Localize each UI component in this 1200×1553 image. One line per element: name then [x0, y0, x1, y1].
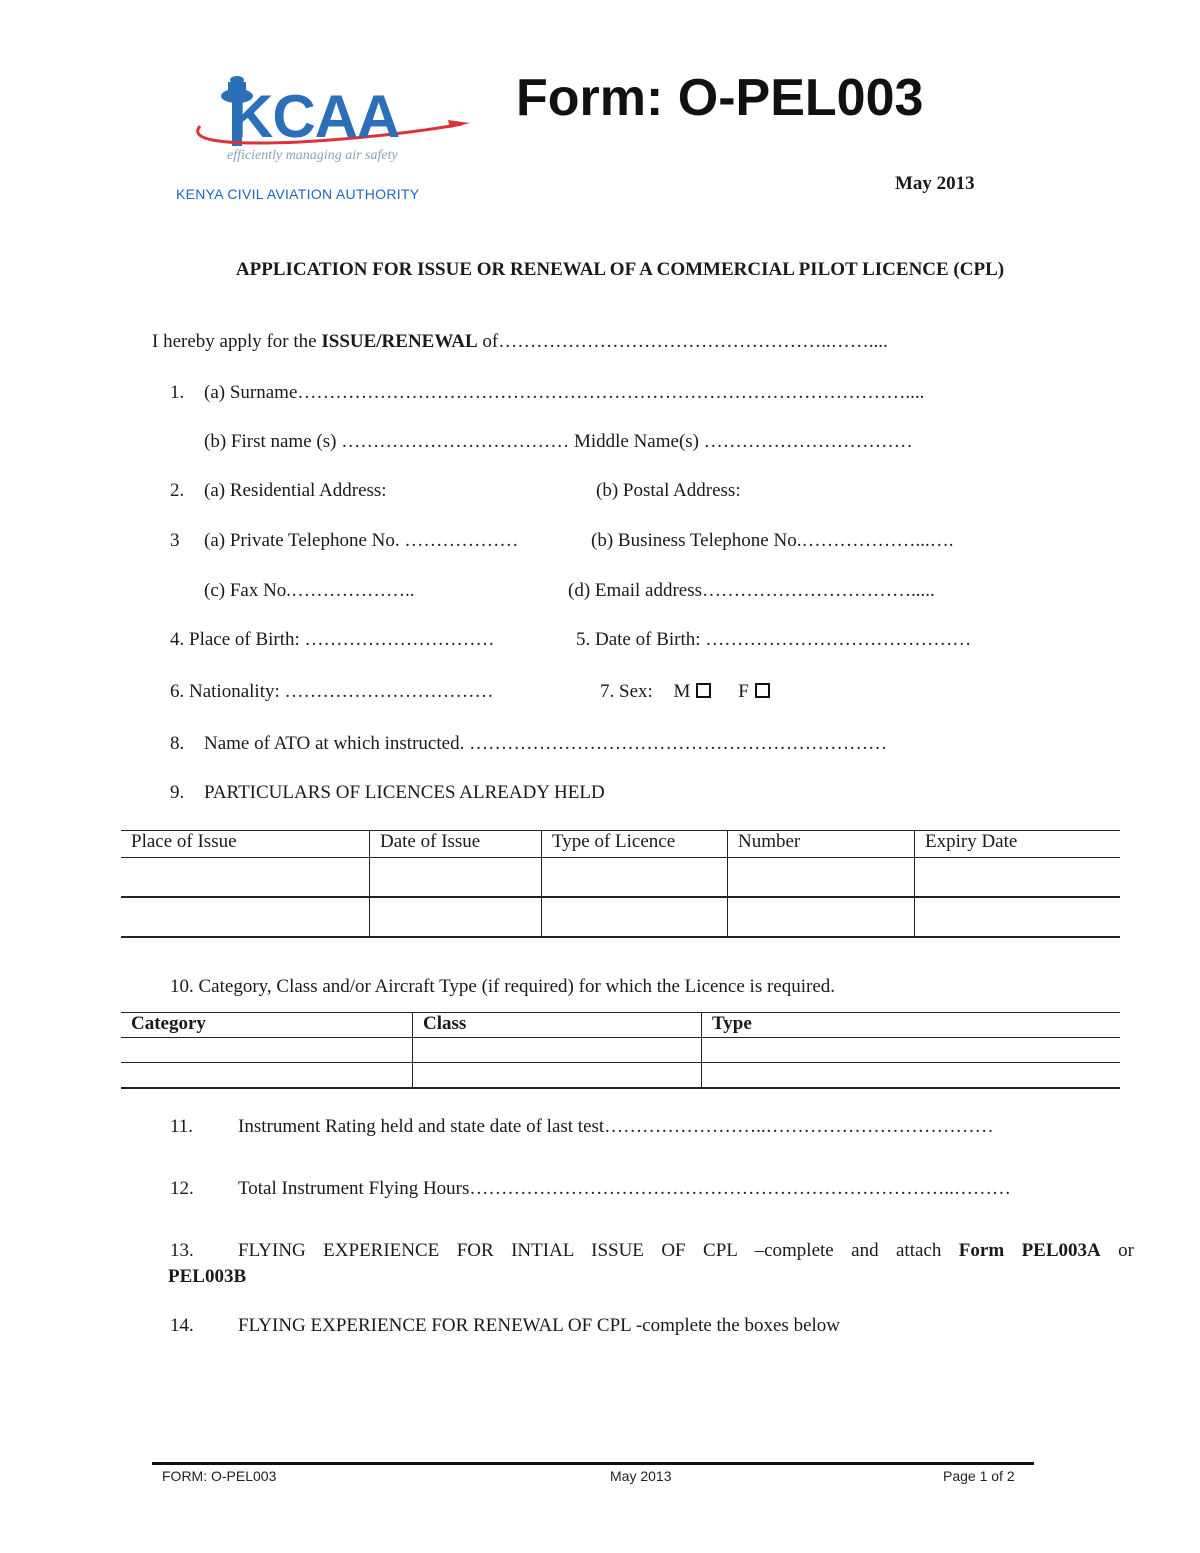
- residential-address-field[interactable]: (a) Residential Address:: [204, 480, 387, 501]
- date-of-birth-field[interactable]: 5. Date of Birth: ……………………………………: [576, 629, 972, 650]
- item-8-number: 8.: [170, 733, 185, 754]
- form-pel003b-ref: PEL003B: [168, 1266, 247, 1287]
- table-cell[interactable]: [121, 897, 370, 937]
- header-category: Category: [121, 1013, 413, 1038]
- item-3-number: 3: [170, 530, 180, 551]
- item-2-number: 2.: [170, 480, 185, 501]
- renewal-instruction: FLYING EXPERIENCE FOR RENEWAL OF CPL -complete the boxes below: [238, 1315, 840, 1336]
- table-cell[interactable]: [542, 858, 728, 898]
- footer-page-number: Page 1 of 2: [943, 1468, 1015, 1484]
- form-pel003a-ref: Form PEL003A: [958, 1240, 1101, 1261]
- table-cell[interactable]: [370, 858, 542, 898]
- header-type: Type: [702, 1013, 1121, 1038]
- category-section-heading: 10. Category, Class and/or Aircraft Type (if required) for which the Licence is required.: [170, 976, 836, 997]
- table-cell[interactable]: [121, 1063, 413, 1089]
- form-date: May 2013: [895, 173, 975, 194]
- table-cell[interactable]: [702, 1063, 1121, 1089]
- header-expiry-date: Expiry Date: [915, 831, 1121, 858]
- table-header-row: [121, 1013, 1120, 1038]
- sex-m-checkbox[interactable]: [696, 683, 711, 698]
- header-place-of-issue: Place of Issue: [121, 831, 370, 858]
- ato-name-field[interactable]: Name of ATO at which instructed. …………………………………………………………: [204, 733, 888, 754]
- nationality-field[interactable]: 6. Nationality: ……………………………: [170, 681, 494, 702]
- sex-field: [600, 681, 770, 703]
- fax-field[interactable]: (c) Fax No.………………..: [204, 580, 415, 601]
- initial-issue-text: FLYING EXPERIENCE FOR INTIAL ISSUE OF CPL –complete and attach: [238, 1240, 959, 1261]
- logo-tagline: efficiently managing air safety: [227, 148, 398, 163]
- header-number: Number: [728, 831, 915, 858]
- table-cell[interactable]: [121, 858, 370, 898]
- initial-issue-or: or: [1100, 1240, 1134, 1261]
- table-cell[interactable]: [702, 1038, 1121, 1063]
- item-11-number: 11.: [170, 1116, 194, 1137]
- sex-label: 7. Sex:: [600, 681, 653, 702]
- table-row: [121, 897, 1120, 937]
- header-class: Class: [413, 1013, 702, 1038]
- form-code: Form: O-PEL003: [516, 69, 924, 127]
- email-field[interactable]: (d) Email address…………………………….....: [568, 580, 935, 601]
- table-header-row: [121, 831, 1120, 858]
- header-date-of-issue: Date of Issue: [370, 831, 542, 858]
- item-14-number: 14.: [170, 1315, 194, 1336]
- table-cell[interactable]: [413, 1063, 702, 1089]
- table-cell[interactable]: [728, 858, 915, 898]
- first-middle-name-field[interactable]: (b) First name (s) ……………………………… Middle Name(s) ……………………………: [204, 431, 913, 452]
- footer-divider: [152, 1462, 1034, 1465]
- table-cell[interactable]: [121, 1038, 413, 1063]
- sex-m-label: M: [673, 681, 691, 702]
- footer-date: May 2013: [610, 1468, 672, 1484]
- table-cell[interactable]: [728, 897, 915, 937]
- table-row: [121, 858, 1120, 898]
- item-12-number: 12.: [170, 1178, 194, 1199]
- item-13-number: 13.: [170, 1240, 194, 1261]
- table-cell[interactable]: [370, 897, 542, 937]
- form-title: APPLICATION FOR ISSUE OR RENEWAL OF A COMMERCIAL PILOT LICENCE (CPL): [235, 259, 1005, 280]
- authority-name: KENYA CIVIL AVIATION AUTHORITY: [176, 186, 420, 202]
- initial-issue-instruction: [238, 1240, 1134, 1262]
- table-cell[interactable]: [915, 858, 1121, 898]
- logo-text: KCAA: [230, 83, 400, 150]
- header-type-of-licence: Type of Licence: [542, 831, 728, 858]
- sex-f-checkbox[interactable]: [755, 683, 770, 698]
- table-row: [121, 1038, 1120, 1063]
- surname-field[interactable]: (a) Surname……………………………………………………………………………………....: [204, 382, 925, 403]
- postal-address-field[interactable]: (b) Postal Address:: [596, 480, 741, 501]
- intro-suffix: of……………………………………………..……....: [477, 331, 888, 352]
- intro-issue-renewal: ISSUE/RENEWAL: [321, 331, 478, 352]
- item-9-number: 9.: [170, 782, 185, 803]
- intro-prefix: I hereby apply for the: [152, 331, 322, 352]
- footer-form-code: FORM: O-PEL003: [162, 1468, 277, 1484]
- table-cell[interactable]: [413, 1038, 702, 1063]
- licences-held-table: [121, 830, 1120, 938]
- table-cell[interactable]: [542, 897, 728, 937]
- instrument-flying-hours-field[interactable]: Total Instrument Flying Hours…………………………………………………………………..………: [238, 1178, 1011, 1199]
- business-telephone-field[interactable]: (b) Business Telephone No.………………...….: [591, 530, 954, 551]
- place-of-birth-field[interactable]: 4. Place of Birth: …………………………: [170, 629, 495, 650]
- private-telephone-field[interactable]: (a) Private Telephone No. ………………: [204, 530, 519, 551]
- intro-line: [152, 331, 888, 353]
- table-row: [121, 1063, 1120, 1089]
- sex-f-label: F: [738, 681, 749, 702]
- table-cell[interactable]: [915, 897, 1121, 937]
- licences-section-heading: PARTICULARS OF LICENCES ALREADY HELD: [204, 782, 605, 803]
- item-1-number: 1.: [170, 382, 185, 403]
- instrument-rating-field[interactable]: Instrument Rating held and state date of last test……………………..………………………………: [238, 1116, 994, 1137]
- category-class-type-table: [121, 1012, 1120, 1089]
